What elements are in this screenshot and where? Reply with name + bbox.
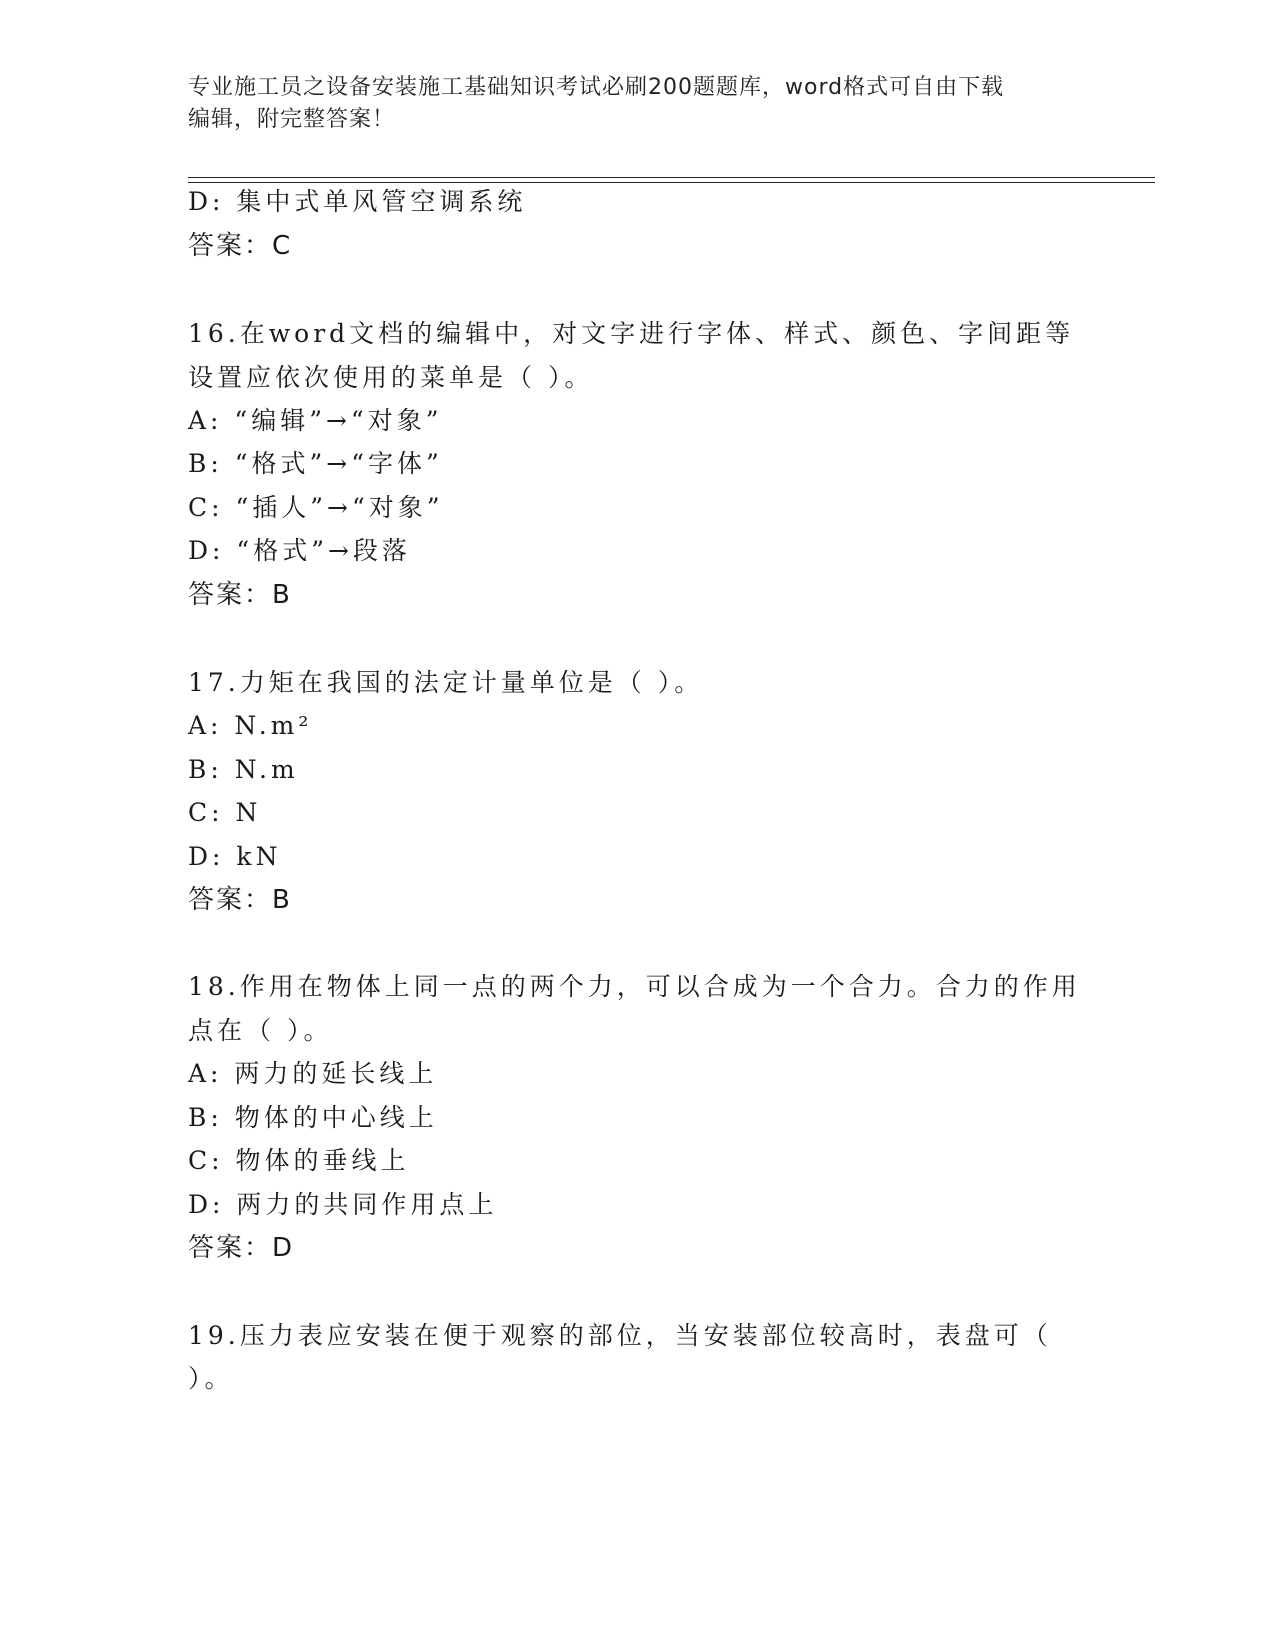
q17-answer: 答案：B — [188, 885, 292, 915]
q17-option-c: C: N — [188, 798, 262, 827]
q19-stem-line-1: 19.压力表应安装在便于观察的部位，当安装部位较高时，表盘可（ — [188, 1321, 1052, 1350]
q16-stem-line-2: 设置应依次使用的菜单是（ ）。 — [188, 363, 594, 392]
q17-option-b: B: N.m — [188, 755, 299, 784]
q17-option-a: A: N.m² — [188, 711, 313, 740]
q18-stem-line-1: 18.作用在物体上同一点的两个力，可以合成为一个合力。合力的作用 — [188, 972, 1081, 1001]
q18-answer: 答案：D — [188, 1233, 295, 1263]
q18-option-d: D: 两力的共同作用点上 — [188, 1190, 498, 1219]
q16-stem-line-1: 16.在word文档的编辑中，对文字进行字体、样式、颜色、字间距等 — [188, 319, 1075, 348]
document-header — [188, 72, 1088, 136]
q19-stem-line-2: ）。 — [188, 1364, 234, 1393]
q16-option-a: A: “编辑”→“对象” — [188, 406, 443, 435]
header-title-line-2: 编辑，附完整答案！ — [188, 107, 396, 132]
header-divider-bottom — [188, 182, 1155, 183]
q16-option-c: C: “插人”→“对象” — [188, 493, 444, 522]
q15-option-d: D: 集中式单风管空调系统 — [188, 187, 527, 216]
q18-option-a: A: 两力的延长线上 — [188, 1059, 438, 1088]
header-divider-top — [188, 177, 1155, 178]
q16-option-b: B: “格式”→“字体” — [188, 449, 443, 478]
q18-option-b: B: 物体的中心线上 — [188, 1103, 438, 1132]
q17-option-d: D: kN — [188, 842, 282, 871]
q16-option-d: D: “格式”→段落 — [188, 536, 411, 565]
q18-option-c: C: 物体的垂线上 — [188, 1146, 410, 1175]
header-title-line-1: 专业施工员之设备安装施工基础知识考试必刷200题题库，word格式可自由下载 — [188, 75, 1005, 100]
q16-answer: 答案：B — [188, 580, 292, 610]
q15-answer: 答案：C — [188, 231, 293, 261]
q18-stem-line-2: 点在（ ）。 — [188, 1016, 333, 1045]
q17-stem-line-1: 17.力矩在我国的法定计量单位是（ ）。 — [188, 668, 704, 697]
